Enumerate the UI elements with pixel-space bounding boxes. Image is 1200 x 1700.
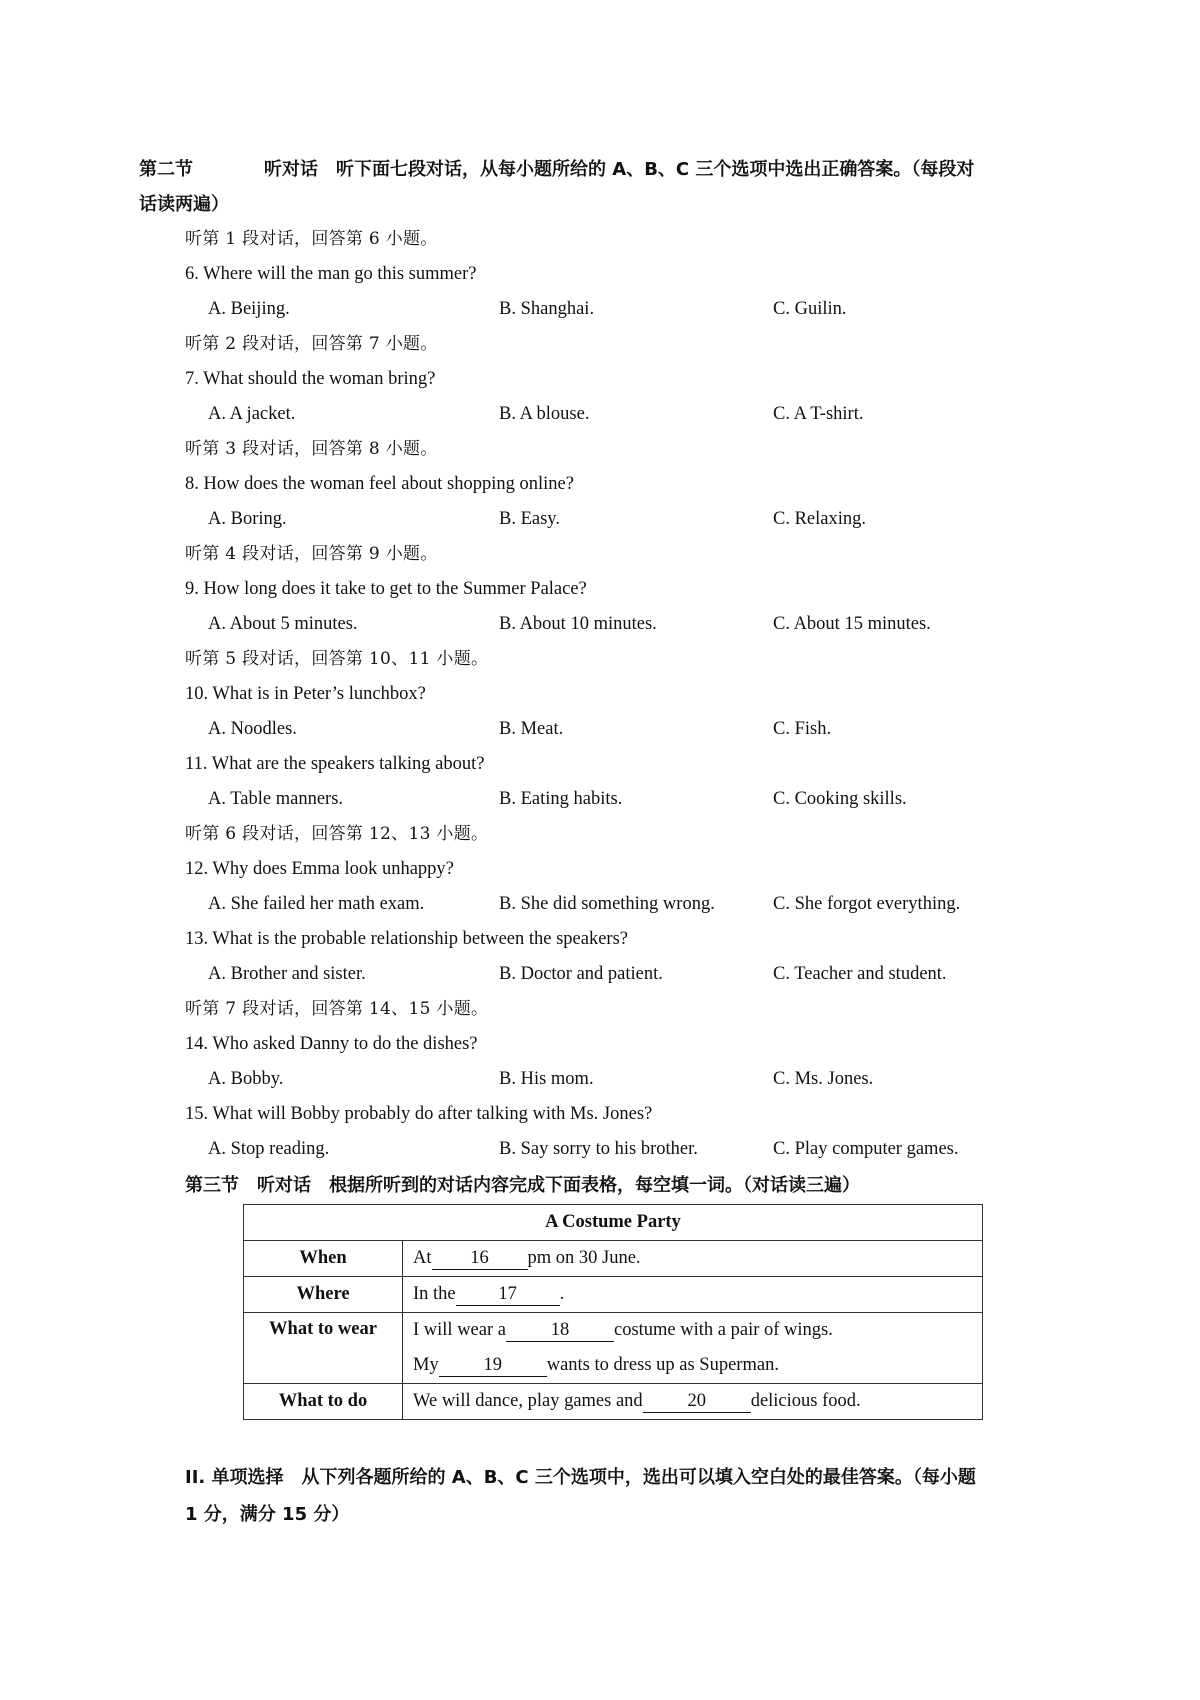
wear-line2-post: wants to dress up as Superman.: [546, 1355, 779, 1375]
option-b[interactable]: B. About 10 minutes.: [499, 614, 657, 634]
row-label-where: Where: [244, 1277, 403, 1313]
section3-title: 第三节 听对话 根据所听到的对话内容完成下面表格，每空填一词。（对话读三遍）: [185, 1175, 860, 1196]
row-label-todo: What to do: [244, 1384, 403, 1420]
option-b[interactable]: B. Meat.: [499, 719, 564, 739]
question-text: 13. What is the probable relationship between the speakers?: [185, 929, 628, 949]
when-text-pre: At: [413, 1248, 432, 1268]
option-a[interactable]: A. Brother and sister.: [208, 964, 366, 984]
question-text: 7. What should the woman bring?: [185, 369, 436, 389]
where-text-pre: In the: [413, 1284, 456, 1304]
question-text: 11. What are the speakers talking about?: [185, 754, 485, 774]
option-c[interactable]: C. About 15 minutes.: [773, 614, 931, 634]
option-c[interactable]: C. Fish.: [773, 719, 832, 739]
part2-title: II. 单项选择 从下列各题所给的 A、B、C 三个选项中，选出可以填入空白处的最佳答案。（每小题: [185, 1467, 976, 1488]
option-b[interactable]: B. A blouse.: [499, 404, 590, 424]
wear-line1-post: costume with a pair of wings.: [613, 1320, 833, 1340]
wear-line1-pre: I will wear a: [413, 1320, 506, 1340]
option-a[interactable]: A. Noodles.: [208, 719, 297, 739]
row-value-where: [403, 1277, 983, 1313]
todo-text-post: delicious food.: [750, 1391, 861, 1411]
option-c[interactable]: C. Relaxing.: [773, 509, 867, 529]
row-label-when: When: [244, 1241, 403, 1277]
option-b[interactable]: B. She did something wrong.: [499, 894, 715, 914]
option-a[interactable]: A. Table manners.: [208, 789, 344, 809]
answer-blank-16[interactable]: 16: [432, 1247, 528, 1270]
question-text: 15. What will Bobby probably do after talking with Ms. Jones?: [185, 1104, 653, 1124]
costume-party-table: [243, 1204, 983, 1420]
answer-blank-20[interactable]: 20: [643, 1390, 751, 1413]
question-text: 9. How long does it take to get to the Summer Palace?: [185, 579, 587, 599]
option-a[interactable]: A. She failed her math exam.: [208, 894, 425, 914]
answer-blank-19[interactable]: 19: [439, 1354, 547, 1377]
option-b[interactable]: B. Shanghai.: [499, 299, 595, 319]
option-a[interactable]: A. Beijing.: [208, 299, 290, 319]
where-text-post: .: [559, 1284, 565, 1304]
option-b[interactable]: B. His mom.: [499, 1069, 594, 1089]
wear-line2-pre: My: [413, 1355, 439, 1375]
dialog-instruction: 听第 4 段对话，回答第 9 小题。: [185, 544, 438, 564]
answer-blank-18[interactable]: 18: [506, 1319, 614, 1342]
option-a[interactable]: A. A jacket.: [208, 404, 296, 424]
dialog-instruction: 听第 2 段对话，回答第 7 小题。: [185, 334, 438, 354]
todo-text-pre: We will dance, play games and: [413, 1391, 643, 1411]
option-b[interactable]: B. Doctor and patient.: [499, 964, 663, 984]
table-title: A Costume Party: [244, 1205, 983, 1241]
option-b[interactable]: B. Say sorry to his brother.: [499, 1139, 698, 1159]
dialog-instruction: 听第 3 段对话，回答第 8 小题。: [185, 439, 438, 459]
when-text-post: pm on 30 June.: [527, 1248, 641, 1268]
option-a[interactable]: A. About 5 minutes.: [208, 614, 358, 634]
dialog-instruction: 听第 7 段对话，回答第 14、15 小题。: [185, 999, 489, 1019]
section2-title: 听对话 听下面七段对话，从每小题所给的 A、B、C 三个选项中选出正确答案。（每段对: [264, 159, 975, 180]
option-a[interactable]: A. Stop reading.: [208, 1139, 330, 1159]
question-text: 8. How does the woman feel about shopping online?: [185, 474, 574, 494]
option-a[interactable]: A. Boring.: [208, 509, 287, 529]
dialog-instruction: 听第 5 段对话，回答第 10、11 小题。: [185, 649, 489, 669]
question-text: 6. Where will the man go this summer?: [185, 264, 477, 284]
option-c[interactable]: C. Ms. Jones.: [773, 1069, 874, 1089]
section2-label: 第二节: [139, 159, 193, 180]
option-b[interactable]: B. Eating habits.: [499, 789, 623, 809]
dialog-instruction: 听第 1 段对话，回答第 6 小题。: [185, 229, 438, 249]
section2-title-continued: 话读两遍）: [139, 194, 229, 215]
option-c[interactable]: C. She forgot everything.: [773, 894, 961, 914]
question-text: 14. Who asked Danny to do the dishes?: [185, 1034, 478, 1054]
dialog-instruction: 听第 6 段对话，回答第 12、13 小题。: [185, 824, 489, 844]
answer-blank-17[interactable]: 17: [456, 1283, 560, 1306]
option-c[interactable]: C. Play computer games.: [773, 1139, 959, 1159]
row-value-wear: [403, 1313, 983, 1384]
option-a[interactable]: A. Bobby.: [208, 1069, 284, 1089]
row-label-wear: What to wear: [244, 1313, 403, 1384]
question-text: 10. What is in Peter’s lunchbox?: [185, 684, 426, 704]
option-c[interactable]: C. Guilin.: [773, 299, 847, 319]
part2-title-continued: 1 分，满分 15 分）: [185, 1504, 350, 1525]
option-c[interactable]: C. Teacher and student.: [773, 964, 947, 984]
option-c[interactable]: C. Cooking skills.: [773, 789, 907, 809]
option-c[interactable]: C. A T-shirt.: [773, 404, 864, 424]
row-value-todo: [403, 1384, 983, 1420]
option-b[interactable]: B. Easy.: [499, 509, 560, 529]
question-text: 12. Why does Emma look unhappy?: [185, 859, 454, 879]
row-value-when: [403, 1241, 983, 1277]
